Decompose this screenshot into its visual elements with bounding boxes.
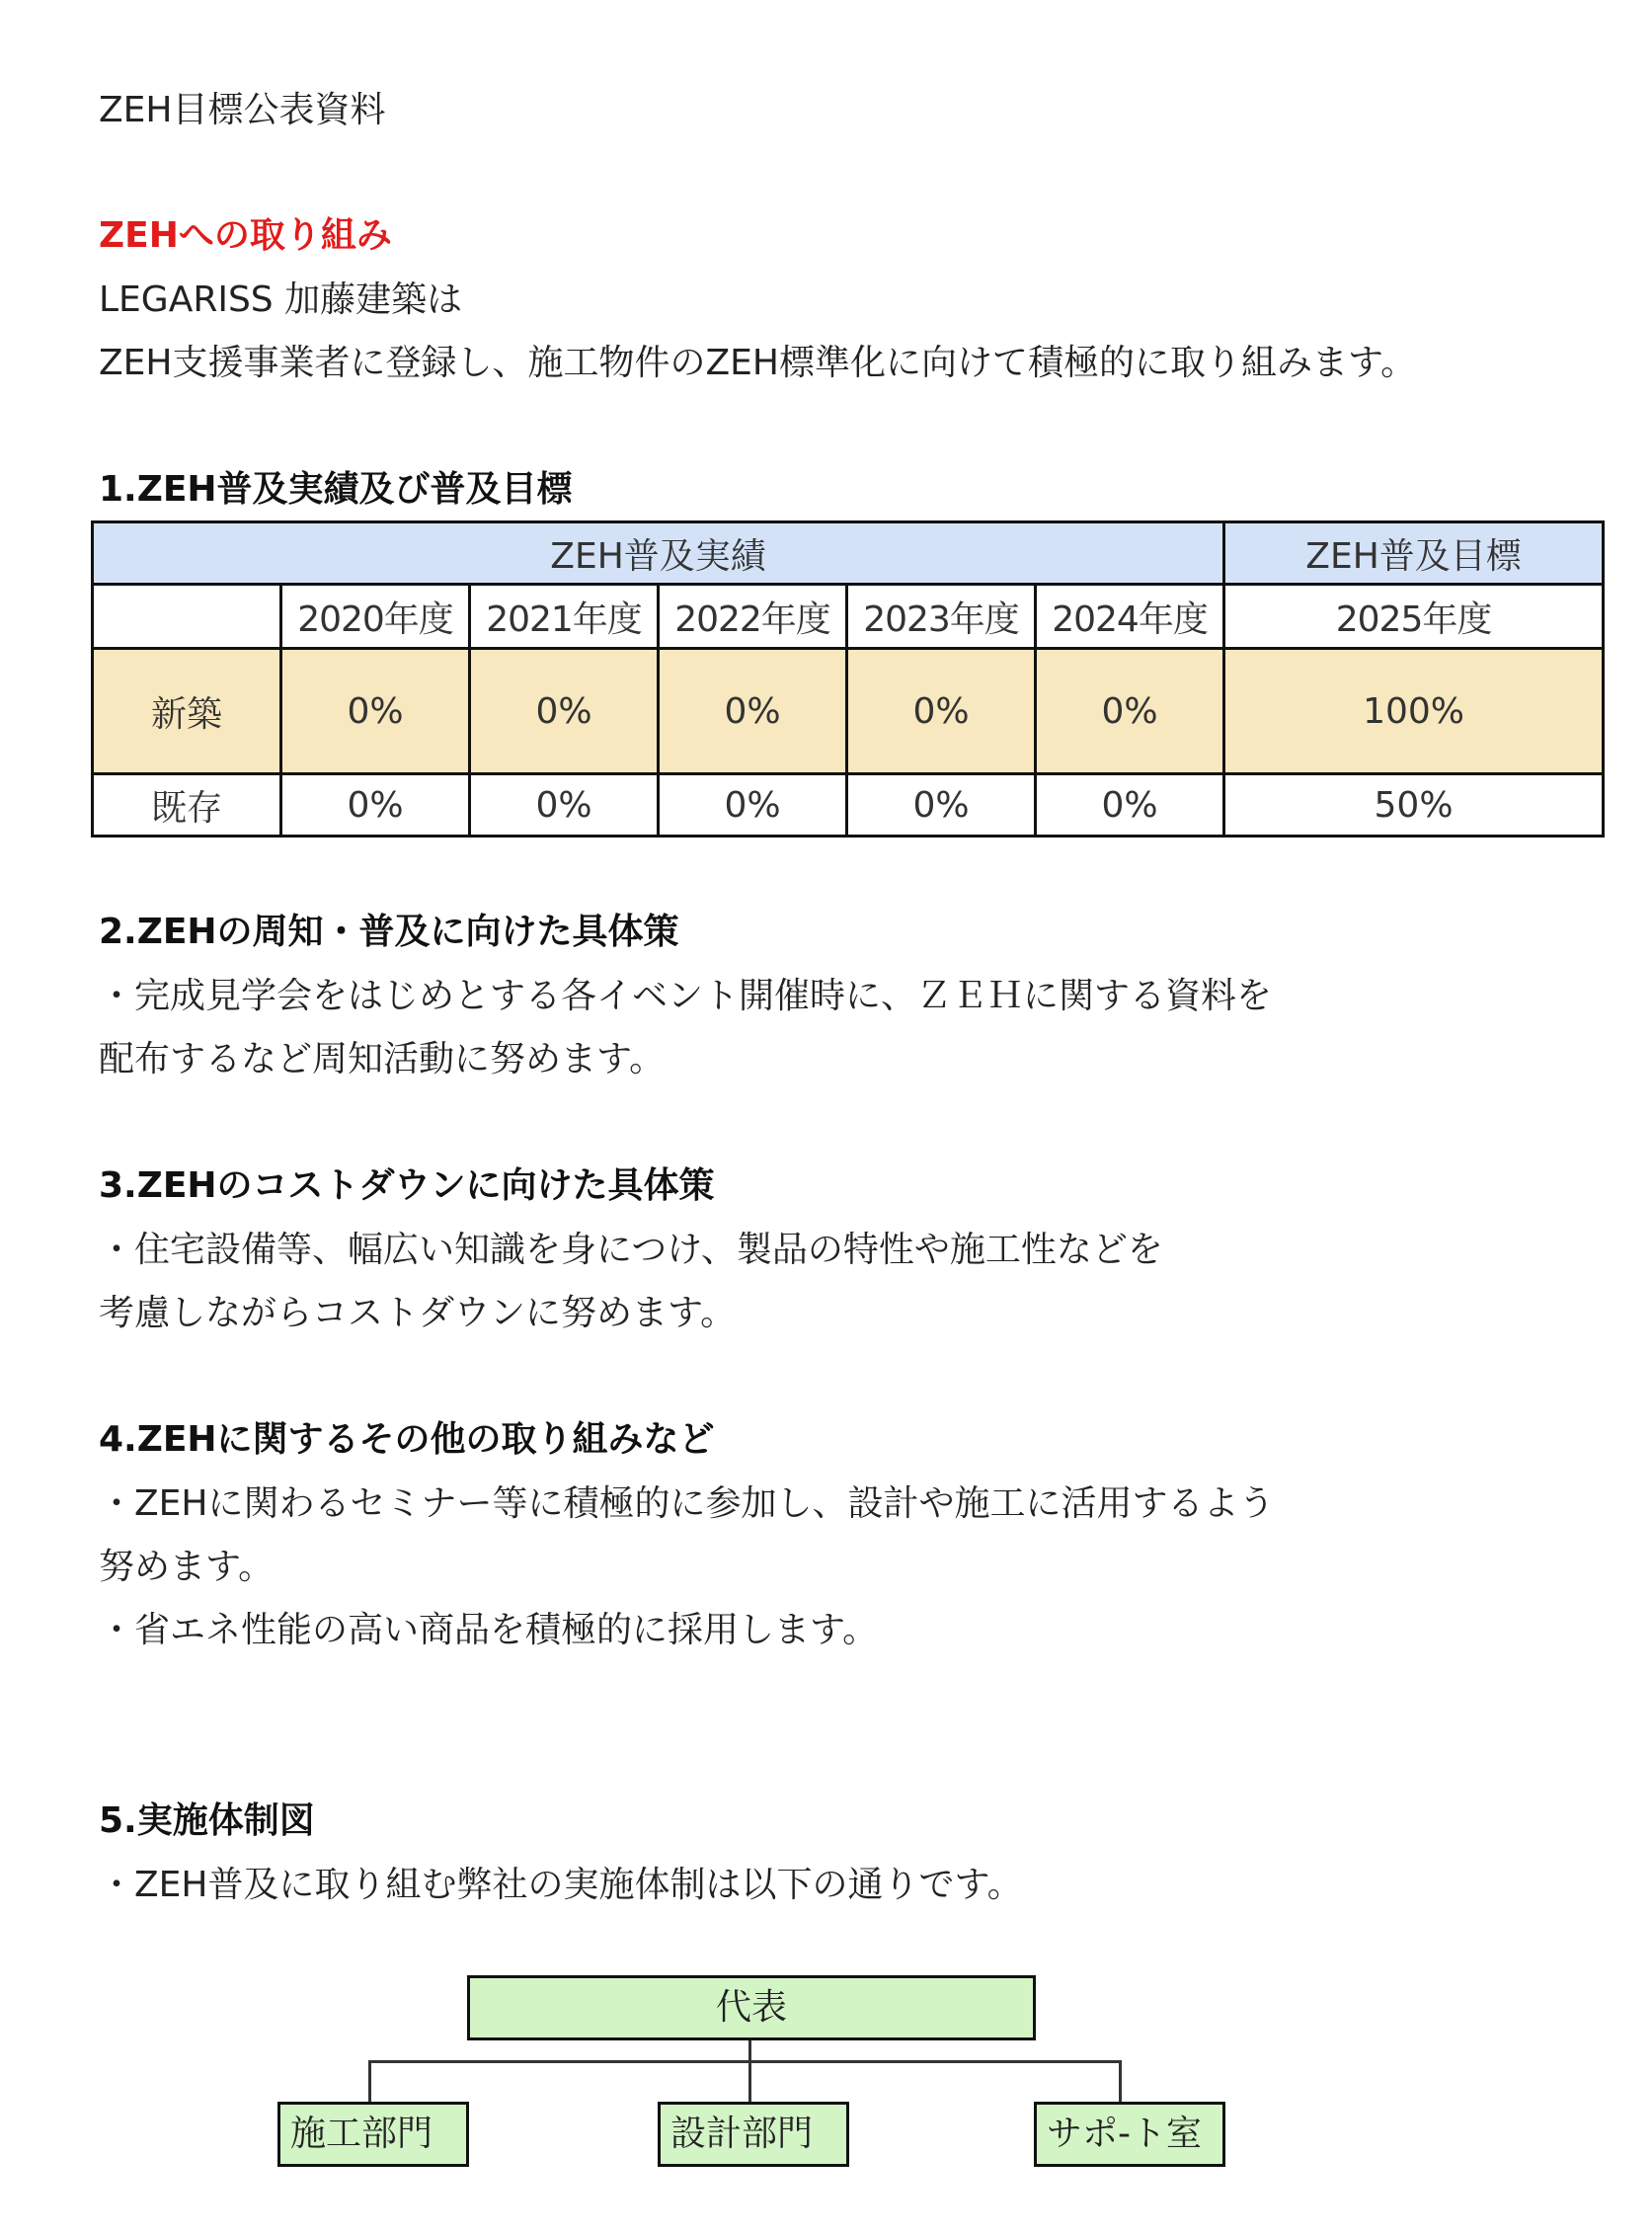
org-design-dept xyxy=(658,2102,849,2167)
value-cell: 0% xyxy=(281,774,470,837)
table-header-row xyxy=(93,522,1604,585)
section-2-heading: 2.ZEHの周知・普及に向けた具体策 xyxy=(99,912,679,952)
intro-line-1: LEGARISS 加藤建築は xyxy=(99,280,463,320)
org-connector-center xyxy=(748,2060,751,2103)
target-year-cell: 2025年度 xyxy=(1224,585,1604,649)
table-year-row xyxy=(93,585,1604,649)
value-cell: 0% xyxy=(470,649,659,774)
section-2-line-1: ・完成見学会をはじめとする各イベント開催時に、ＺＥＨに関する資料を xyxy=(99,976,1273,1016)
section-4-heading: 4.ZEHに関するその他の取り組みなど xyxy=(99,1419,715,1460)
intro-heading: ZEHへの取り組み xyxy=(99,215,392,256)
section-3-heading: 3.ZEHのコストダウンに向けた具体策 xyxy=(99,1165,715,1206)
value-cell: 0% xyxy=(470,774,659,837)
org-connector-right xyxy=(1119,2060,1122,2103)
section-1-heading: 1.ZEH普及実績及び普及目標 xyxy=(99,469,573,510)
header-actual: ZEH普及実績 xyxy=(93,522,1224,585)
row-label: 新築 xyxy=(93,649,281,774)
year-cell: 2021年度 xyxy=(470,585,659,649)
org-representative-label: 代表 xyxy=(715,1987,787,2028)
org-connector-stem xyxy=(748,2040,751,2062)
section-4-line-3: ・省エネ性能の高い商品を積極的に採用します。 xyxy=(99,1610,879,1650)
org-construction-dept xyxy=(277,2102,469,2167)
org-support-label: サポ-ト室 xyxy=(1047,2114,1202,2154)
table-row-new xyxy=(93,649,1604,774)
target-value-cell: 50% xyxy=(1224,774,1604,837)
year-cell: 2020年度 xyxy=(281,585,470,649)
section-3-line-2: 考慮しながらコストダウンに努めます。 xyxy=(99,1293,737,1333)
value-cell: 0% xyxy=(1036,774,1224,837)
value-cell: 0% xyxy=(659,774,847,837)
section-5-line-1: ・ZEH普及に取り組む弊社の実施体制は以下の通りです。 xyxy=(99,1865,1023,1905)
org-connector-left xyxy=(368,2060,371,2103)
document-title: ZEH目標公表資料 xyxy=(99,90,386,130)
value-cell: 0% xyxy=(1036,649,1224,774)
org-design-label: 設計部門 xyxy=(670,2114,814,2154)
zeh-results-table xyxy=(91,520,1605,838)
table-row-existing xyxy=(93,774,1604,837)
section-2-line-2: 配布するなど周知活動に努めます。 xyxy=(99,1039,666,1079)
value-cell: 0% xyxy=(847,649,1036,774)
section-5-heading: 5.実施体制図 xyxy=(99,1800,315,1841)
year-cell: 2024年度 xyxy=(1036,585,1224,649)
header-target: ZEH普及目標 xyxy=(1224,522,1604,585)
section-4-line-1: ・ZEHに関わるセミナー等に積極的に参加し、設計や施工に活用するよう xyxy=(99,1483,1275,1524)
year-blank-cell xyxy=(93,585,281,649)
intro-line-2: ZEH支援事業者に登録し、施工物件のZEH標準化に向けて積極的に取り組みます。 xyxy=(99,343,1417,383)
value-cell: 0% xyxy=(659,649,847,774)
section-4-line-2: 努めます。 xyxy=(99,1547,275,1587)
org-construction-label: 施工部門 xyxy=(290,2114,433,2154)
target-value-cell: 100% xyxy=(1224,649,1604,774)
row-label: 既存 xyxy=(93,774,281,837)
org-representative xyxy=(467,1975,1036,2040)
value-cell: 0% xyxy=(847,774,1036,837)
year-cell: 2023年度 xyxy=(847,585,1036,649)
org-support-office xyxy=(1034,2102,1225,2167)
value-cell: 0% xyxy=(281,649,470,774)
year-cell: 2022年度 xyxy=(659,585,847,649)
org-connector-horizontal xyxy=(368,2060,1122,2063)
section-3-line-1: ・住宅設備等、幅広い知識を身につけ、製品の特性や施工性などを xyxy=(99,1230,1163,1270)
